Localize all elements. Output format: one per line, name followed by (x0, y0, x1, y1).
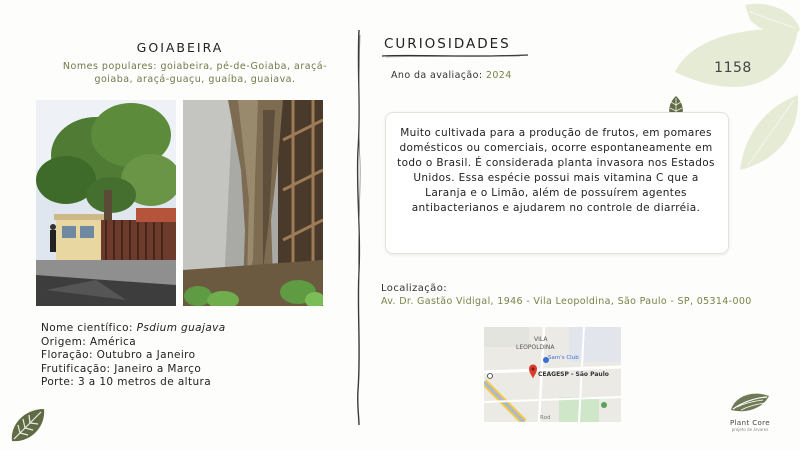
origin-row: Origem: América (41, 335, 137, 348)
plant-title: GOIABEIRA (136, 40, 224, 55)
popular-names: Nomes populares: goiabeira, pé-de-Goiaba, araçá-goiaba, araçá-guaçu, guaíba, guaiava. (62, 61, 328, 85)
map-district-line1: VILA (534, 336, 548, 343)
scientific-name-value: Psdium guajava (136, 322, 226, 334)
tree-photo (36, 100, 176, 306)
evaluation-year-value: 2024 (485, 70, 512, 81)
curiosities-title: CURIOSIDADES (384, 36, 511, 52)
vertical-divider (352, 30, 366, 425)
fruiting-row: Frutificação: Janeiro a Março (41, 362, 202, 375)
location-address: Av. Dr. Gastão Vidigal, 1946 - Vila Leopoldina, São Paulo - SP, 05314-000 (381, 296, 752, 307)
trunk-photo (183, 100, 323, 306)
plant-info (41, 322, 226, 390)
map-place-label: CEAGESP - São Paulo (538, 371, 609, 378)
logo-tagline: projeto de árvores (731, 427, 769, 432)
size-row: Porte: 3 a 10 metros de altura (41, 376, 212, 388)
logo-name: Plant Core (729, 419, 771, 427)
location-label: Localização: (381, 283, 447, 294)
curiosities-underline (380, 52, 530, 60)
map-district-line2: LEOPOLDINA (516, 344, 555, 351)
map-road-label: Rod (540, 415, 551, 421)
scientific-name-row: Nome científico: Psdium guajava (41, 322, 226, 334)
leaf-decoration-bottom-left-icon (8, 405, 48, 445)
leaf-decoration-top-right-icon (670, 0, 800, 180)
description-text: Muito cultivada para a produção de frutos, em pomares domésticos ou comerciais, ocorre espontaneamente em todo o Brasil. É considerada planta invasora nos Estados Unidos. Essa espécie possui mais vitamina C que a Laranja e o Limão, além de possuírem agentes antibacterianos e ajudarem no controle de diarréia. (397, 127, 715, 214)
evaluation-year: Ano da avaliação: 2024 (391, 70, 512, 81)
flowering-row: Floração: Outubro a Janeiro (41, 349, 196, 361)
plant-core-logo-icon (729, 390, 771, 414)
location-map[interactable] (484, 327, 621, 422)
plant-core-logo (718, 390, 782, 440)
map-store-label: Sam's Club (548, 355, 579, 361)
tree-id-badge: 1158 (714, 60, 752, 76)
